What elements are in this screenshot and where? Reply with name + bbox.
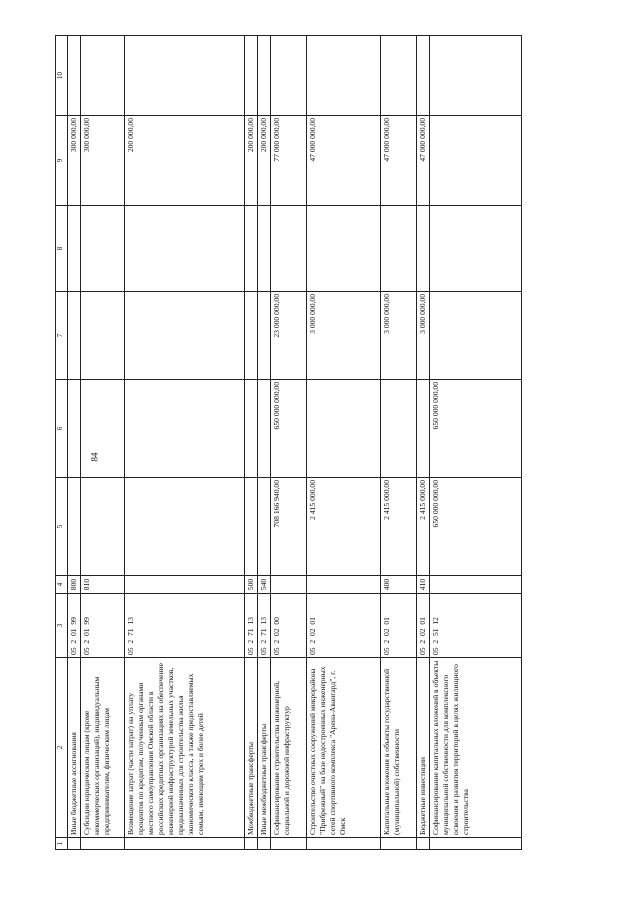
table-cell-3: 05 2 02 01 [381, 594, 417, 658]
table-row [81, 36, 125, 850]
table-cell-7: 3 000 000,00 [381, 292, 417, 380]
table-row [417, 36, 430, 850]
table-cell-8 [430, 206, 522, 292]
table-cell-8 [68, 206, 81, 292]
table-cell-10 [381, 36, 417, 116]
table-cell-1 [307, 838, 381, 850]
table-cell-7: 3 000 000,00 [307, 292, 381, 380]
table-cell-5: 2 415 000,00 [417, 478, 430, 576]
table-cell-4 [271, 576, 307, 594]
table-cell-8 [245, 206, 258, 292]
table-cell-2: Межбюджетные трансферты [245, 658, 258, 838]
table-cell-4: 810 [81, 576, 125, 594]
table-cell-9: 200 000,00 [125, 116, 245, 206]
table-cell-8 [125, 206, 245, 292]
table-cell-7: 23 000 000,00 [271, 292, 307, 380]
table-cell-3: 05 2 51 12 [430, 594, 522, 658]
col-header: 8 [56, 206, 68, 292]
table-cell-4 [307, 576, 381, 594]
table-cell-4: 400 [381, 576, 417, 594]
table-row [68, 36, 81, 850]
table-cell-10 [417, 36, 430, 116]
table-cell-9: 47 000 000,00 [381, 116, 417, 206]
table-cell-4: 500 [245, 576, 258, 594]
table-cell-3: 05 2 02 00 [271, 594, 307, 658]
budget-table-rotated [55, 36, 582, 850]
table-cell-6 [125, 380, 245, 478]
table-cell-4 [125, 576, 245, 594]
table-cell-1 [258, 838, 271, 850]
table-cell-5 [125, 478, 245, 576]
table-cell-8 [258, 206, 271, 292]
table-cell-1 [245, 838, 258, 850]
table-cell-10 [258, 36, 271, 116]
table-cell-5 [245, 478, 258, 576]
table-cell-3: 05 2 02 01 [307, 594, 381, 658]
table-cell-1 [430, 838, 522, 850]
table-row [307, 36, 381, 850]
table-cell-8 [381, 206, 417, 292]
table-cell-2: Софинансирование капитальных вложений в объекты муниципальной собственности для комплексного освоения и развития территорий в целях жилищного строительства [430, 658, 522, 838]
table-cell-2: Строительство очистных сооружений микрорайона "Прибрежный" на базе недостроенных инженерных сетей спортивного комплекса "Арена-Авангард", г. Омск [307, 658, 381, 838]
table-cell-2: Бюджетные инвестиции [417, 658, 430, 838]
table-cell-9: 300 000,00 [81, 116, 125, 206]
table-cell-6 [245, 380, 258, 478]
col-header: 3 [56, 594, 68, 658]
table-cell-10 [68, 36, 81, 116]
table-row [245, 36, 258, 850]
table-cell-5: 650 000 000,00 [430, 478, 522, 576]
table-cell-9: 200 000,00 [258, 116, 271, 206]
table-cell-9: 47 000 000,00 [307, 116, 381, 206]
table-cell-1 [68, 838, 81, 850]
table-cell-1 [81, 838, 125, 850]
col-header: 9 [56, 116, 68, 206]
table-cell-2: Иные бюджетные ассигнования [68, 658, 81, 838]
table-cell-5: 2 415 000,00 [381, 478, 417, 576]
table-cell-7 [125, 292, 245, 380]
table-cell-3: 05 2 71 13 [125, 594, 245, 658]
table-cell-10 [430, 36, 522, 116]
col-header: 4 [56, 576, 68, 594]
table-cell-6 [417, 380, 430, 478]
table-cell-10 [271, 36, 307, 116]
table-cell-7 [68, 292, 81, 380]
table-cell-8 [307, 206, 381, 292]
table-cell-7 [81, 292, 125, 380]
table-cell-2: Иные межбюджетные трансферты [258, 658, 271, 838]
table-row [125, 36, 245, 850]
table-cell-1 [125, 838, 245, 850]
table-cell-3: 05 2 02 01 [417, 594, 430, 658]
table-cell-9: 200 000,00 [245, 116, 258, 206]
table-cell-6 [381, 380, 417, 478]
table-cell-3: 05 2 71 13 [245, 594, 258, 658]
table-cell-9: 300 000,00 [68, 116, 81, 206]
table-cell-9: 47 000 000,00 [417, 116, 430, 206]
table-cell-8 [81, 206, 125, 292]
table-cell-10 [125, 36, 245, 116]
table-cell-8 [271, 206, 307, 292]
col-header: 5 [56, 478, 68, 576]
table-cell-1 [381, 838, 417, 850]
table-row [258, 36, 271, 850]
table-cell-5 [258, 478, 271, 576]
table-cell-7 [430, 292, 522, 380]
table-row [271, 36, 307, 850]
table-cell-3: 05 2 01 99 [81, 594, 125, 658]
table-cell-2: Софинансирование строительства инженерной, социальной и дорожной инфраструктур [271, 658, 307, 838]
table-cell-6 [307, 380, 381, 478]
table-cell-7: 3 000 000,00 [417, 292, 430, 380]
table-cell-6: 650 000 000,00 [271, 380, 307, 478]
table-row [381, 36, 417, 850]
table-cell-3: 05 2 01 99 [68, 594, 81, 658]
table-cell-5: 708 166 940,00 [271, 478, 307, 576]
table-cell-2: Возмещение затрат (части затрат) на уплату процентов по кредитам, полученным органами местного самоуправления Омской области в российских кредитных организациях на обеспечение инженерной инфраструктурой земельных участков, предназначенных для строительства жилья экономического класса, а также предоставляемых семьям, имеющим трех и более детей [125, 658, 245, 838]
table-cell-9 [430, 116, 522, 206]
table-cell-5: 2 415 000,00 [307, 478, 381, 576]
col-header: 10 [56, 36, 68, 116]
col-header: 7 [56, 292, 68, 380]
table-cell-10 [307, 36, 381, 116]
table-cell-1 [417, 838, 430, 850]
table-cell-6: 650 000 000,00 [430, 380, 522, 478]
table-cell-7 [245, 292, 258, 380]
table-cell-1 [271, 838, 307, 850]
column-number-row [56, 36, 68, 850]
table-cell-3: 05 2 71 13 [258, 594, 271, 658]
table-cell-9: 77 000 000,00 [271, 116, 307, 206]
table-cell-5 [81, 478, 125, 576]
col-header: 1 [56, 838, 68, 850]
table-cell-2: Субсидии юридическим лицам (кроме некоммерческих организаций), индивидуальным предпринимателям, физическим лицам [81, 658, 125, 838]
table-cell-7 [258, 292, 271, 380]
col-header: 2 [56, 658, 68, 838]
table-cell-4 [430, 576, 522, 594]
table-cell-2: Капитальные вложения в объекты государственной (муниципальной) собственности [381, 658, 417, 838]
page-number: 84 [89, 452, 100, 462]
table-cell-10 [245, 36, 258, 116]
budget-table [55, 35, 522, 850]
table-cell-6 [258, 380, 271, 478]
table-cell-10 [81, 36, 125, 116]
table-cell-6 [68, 380, 81, 478]
table-cell-6 [81, 380, 125, 478]
table-cell-4: 540 [258, 576, 271, 594]
table-cell-8 [417, 206, 430, 292]
table-row [430, 36, 522, 850]
table-cell-4: 410 [417, 576, 430, 594]
col-header: 6 [56, 380, 68, 478]
table-cell-4: 800 [68, 576, 81, 594]
table-cell-5 [68, 478, 81, 576]
